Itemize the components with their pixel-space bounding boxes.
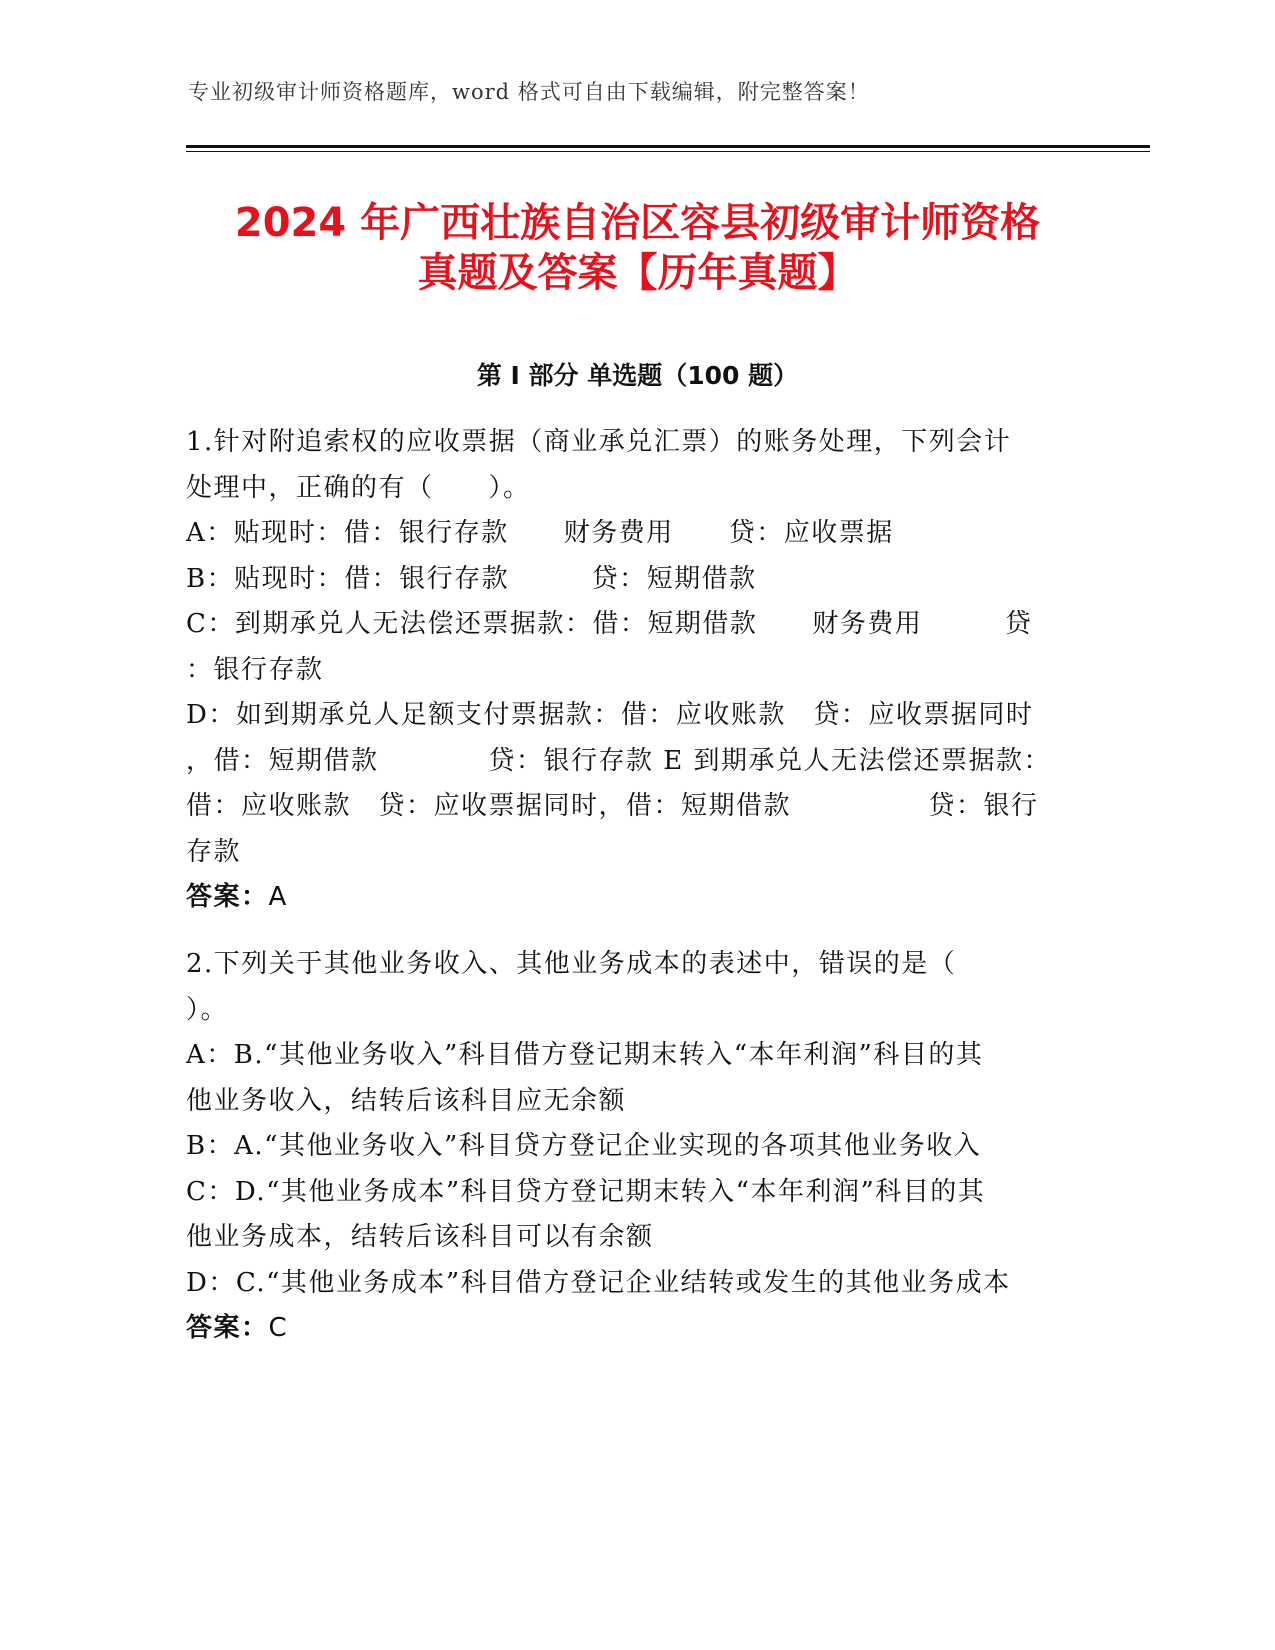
- section-heading: 第 I 部分 单选题（100 题）: [476, 361, 799, 390]
- question-1: [186, 420, 1076, 921]
- question-1-option-d-cont: 存款: [186, 836, 242, 867]
- question-2: [186, 942, 1076, 1352]
- question-1-line: 1.针对附追索权的应收票据（商业承兑汇票）的账务处理，下列会计: [186, 427, 1012, 457]
- question-1-line: 处理中，正确的有（ ）。: [186, 472, 531, 503]
- question-2-option-a: A：B.“其他业务收入”科目借方登记期末转入“本年利润”科目的其: [186, 1040, 984, 1070]
- question-2-answer: [186, 1306, 1076, 1352]
- header-rule-thin: [186, 151, 1150, 152]
- question-1-answer: [186, 875, 1076, 921]
- header-rule-thick: [186, 145, 1150, 148]
- document-title: [150, 198, 1125, 298]
- question-2-line: 2.下列关于其他业务收入、其他业务成本的表述中，错误的是（: [186, 949, 957, 979]
- question-1-option-d-cont: 借：应收账款 贷：应收票据同时，借：短期借款 贷：银行: [186, 791, 1039, 821]
- document-title-line-1: 2024 年广西壮族自治区容县初级审计师资格: [234, 200, 1041, 246]
- question-1-option-c-cont: ：银行存款: [186, 654, 324, 685]
- question-2-option-c: C：D.“其他业务成本”科目贷方登记期末转入“本年利润”科目的其: [186, 1176, 986, 1207]
- question-1-option-d-cont: ，借：短期借款 贷：银行存款 E 到期承兑人无法偿还票据款：: [186, 745, 1052, 776]
- question-2-option-b: B：A.“其他业务收入”科目贷方登记企业实现的各项其他业务收入: [186, 1131, 982, 1161]
- question-1-option-a: A：贴现时：借：银行存款 财务费用 贷：应收票据: [186, 518, 894, 548]
- answer-label: 答案：: [186, 1313, 269, 1343]
- question-1-option-b: B：贴现时：借：银行存款 贷：短期借款: [186, 563, 757, 594]
- answer-value: C: [268, 1313, 289, 1343]
- answer-value: A: [268, 882, 288, 912]
- question-2-option-d: D：C.“其他业务成本”科目借方登记企业结转或发生的其他业务成本: [186, 1267, 1011, 1298]
- question-1-option-d: D：如到期承兑人足额支付票据款：借：应收账款 贷：应收票据同时: [186, 700, 1034, 730]
- question-2-line: ）。: [186, 994, 229, 1025]
- question-1-option-c: C：到期承兑人无法偿还票据款：借：短期借款 财务费用 贷: [186, 609, 1033, 639]
- document-title-line-2: 真题及答案【历年真题】: [417, 250, 858, 296]
- question-2-option-c-cont: 他业务成本，结转后该科目可以有余额: [186, 1222, 654, 1252]
- answer-label: 答案：: [186, 882, 269, 912]
- header-note: 专业初级审计师资格题库，word 格式可自由下载编辑，附完整答案！: [188, 80, 870, 104]
- question-2-option-a-cont: 他业务收入，结转后该科目应无余额: [186, 1085, 627, 1116]
